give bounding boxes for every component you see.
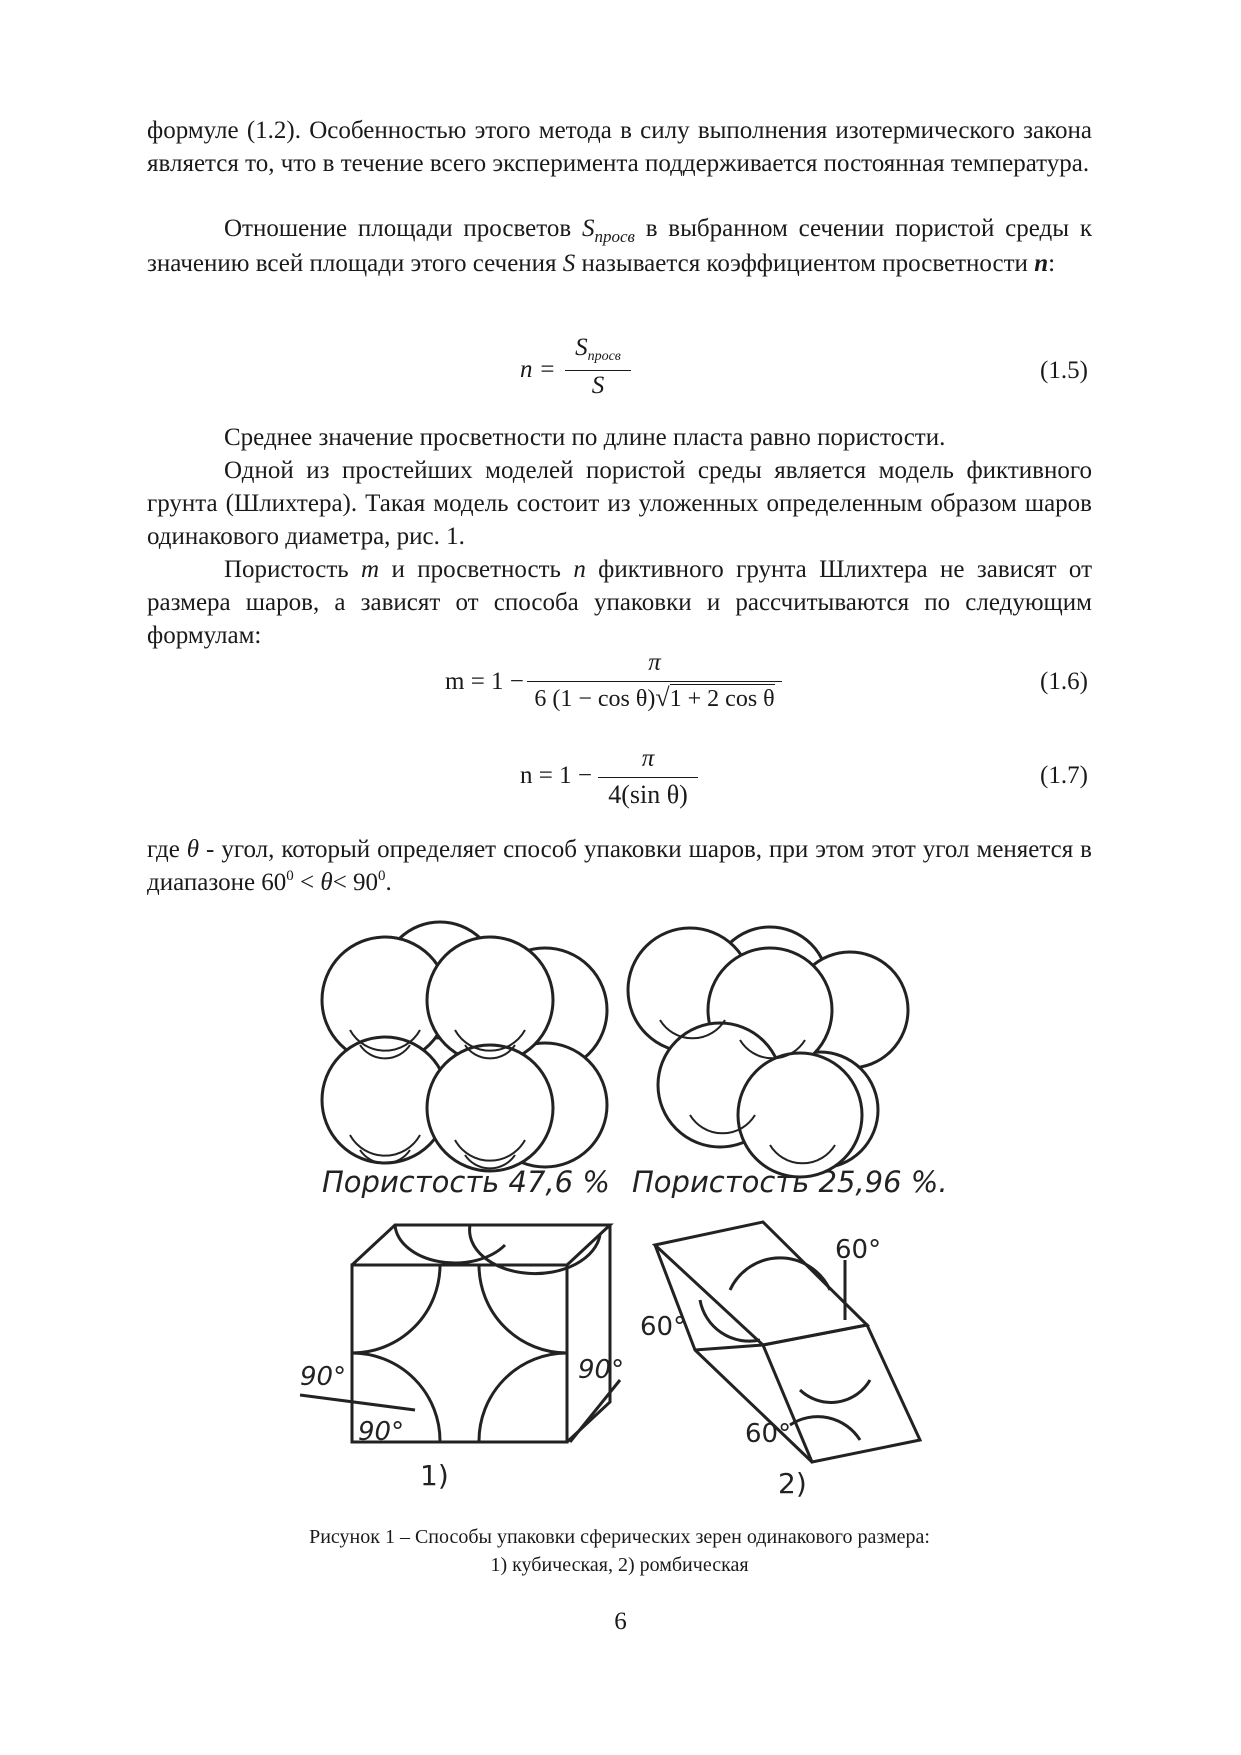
caption-line-2: 1) кубическая, 2) ромбическая — [490, 1554, 749, 1576]
rhombic-edge — [695, 1345, 763, 1350]
para2-text-c: называется коэффициентом просветности — [575, 250, 1035, 277]
figure-number-2: 2) — [778, 1467, 807, 1500]
figure-caption — [147, 1523, 1092, 1579]
label-porosity-left: Пористость 47,6 % — [322, 1165, 610, 1199]
eq15-denominator: S — [591, 372, 605, 399]
s-subscript: просв — [594, 227, 635, 246]
angle-label: 60° — [745, 1419, 792, 1449]
m-symbol: m — [361, 556, 380, 583]
cubic-spheres-group — [322, 922, 607, 1171]
paragraph-1: формуле (1.2). Особенностью этого метода в силу выполнения изотермического закона является то, что в течение всего эксперимента поддерживается постоянная температура. — [147, 117, 1092, 177]
para6-text-e: . — [385, 869, 392, 896]
para6-text-c: < — [293, 869, 321, 896]
para2-text-a: Отношение площади просветов — [224, 215, 582, 242]
angle-label: 60° — [640, 1312, 687, 1342]
eq16-number: (1.6) — [1040, 668, 1088, 695]
eq15-num-subscript: просв — [587, 349, 621, 364]
eq15-number: (1.5) — [1040, 357, 1088, 384]
angle-label: 60° — [835, 1235, 882, 1265]
eq17-numerator: π — [641, 745, 655, 772]
para2-text-d: : — [1048, 250, 1056, 277]
eq17-number: (1.7) — [1040, 762, 1088, 789]
s-symbol: S — [581, 215, 595, 242]
caption-line-1: Рисунок 1 – Способы упаковки сферических зерен одинакового размера: — [309, 1526, 930, 1548]
eq15-num-symbol: S — [575, 334, 588, 361]
para6-text-a: где — [147, 836, 187, 863]
angle-label: 90° — [578, 1355, 625, 1385]
paragraph-3: Среднее значение просветности по длине пласта равно пористости. — [224, 424, 946, 451]
para6-text-b: - угол, который определяет способ упаковки шаров, при этом этот угол меняется в диапазоне 60 — [147, 836, 1092, 896]
page-number: 6 — [614, 1608, 627, 1635]
eq17-denominator: 4(sin θ) — [608, 780, 688, 809]
cube-front-face — [352, 1265, 567, 1442]
n-symbol-2: n — [573, 556, 586, 583]
figure-number-1: 1) — [420, 1459, 449, 1492]
sphere — [738, 1053, 862, 1177]
angle-label: 90° — [358, 1417, 405, 1447]
sqrt-sign: √ — [655, 683, 670, 712]
degree-sup-1: 0 — [286, 868, 294, 884]
para5-text-b: и просветность — [379, 556, 574, 583]
cubic-cell — [300, 1225, 620, 1442]
angle-line — [570, 1380, 620, 1442]
paragraph-4: Одной из простейших моделей пористой среды является модель фиктивного грунта (Шлихтера). Такая модель состоит из уложенных определенным образом шаров одинакового диаметра, рис. 1. — [147, 457, 1092, 550]
theta-symbol: θ — [186, 836, 200, 863]
para6-text-d: < 90 — [332, 869, 379, 896]
s-symbol-2: S — [562, 250, 576, 277]
eq15-lhs: n = — [520, 356, 556, 383]
rhombic-spheres-group — [628, 927, 908, 1177]
eq16-den-a: 6 (1 − cos θ) — [534, 686, 656, 712]
n-symbol: n — [1034, 250, 1049, 277]
label-porosity-right: Пористость 25,96 %. — [632, 1165, 948, 1199]
angle-label: 90° — [300, 1362, 347, 1392]
para5-text-c: фиктивного грунта Шлихтера не зависят от размера шаров, а зависят от способа упаковки и рассчитываются по следующим формулам: — [147, 556, 1092, 649]
eq16-den-b: 1 + 2 cos θ — [669, 686, 775, 712]
eq16-lhs-text: m = 1 − — [445, 668, 524, 695]
eq16-numerator: π — [648, 649, 661, 676]
theta-symbol-2: θ — [320, 869, 333, 896]
sphere — [427, 1045, 553, 1171]
angle-line — [300, 1395, 415, 1410]
eq17-lhs: n = 1 − — [520, 762, 592, 789]
para5-text-a: Пористость — [224, 556, 362, 583]
para2-text-b: в выбранном сечении пористой среды к значению всей площади этого сечения — [147, 215, 1092, 277]
degree-sup-2: 0 — [378, 868, 386, 884]
